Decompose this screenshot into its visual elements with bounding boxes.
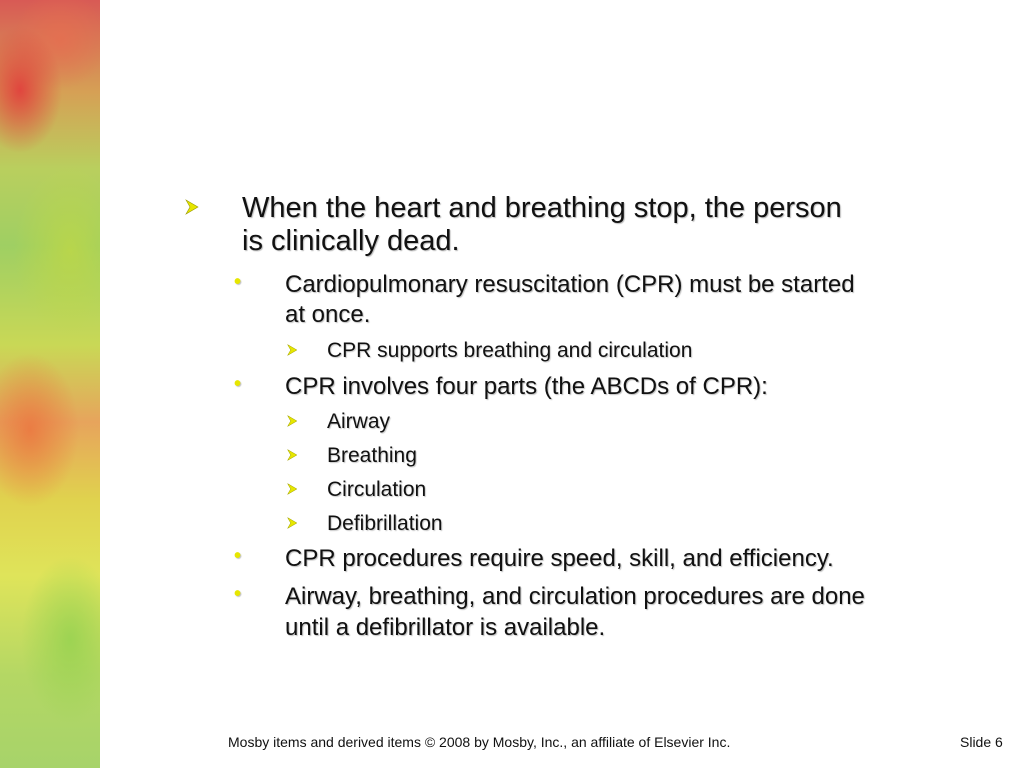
chevron-right-icon [286, 516, 300, 530]
dot-icon: • [234, 271, 242, 293]
chevron-right-icon [286, 414, 300, 428]
bullet-text: Breathing [327, 444, 417, 467]
chevron-right-icon [184, 198, 202, 216]
bullet-text-line1: When the heart and breathing stop, the person [242, 192, 842, 224]
bullet-text-line1: Airway, breathing, and circulation procedures are done [285, 583, 865, 610]
chevron-right-icon [286, 448, 300, 462]
chevron-right-icon [286, 343, 300, 357]
dot-icon: • [234, 583, 242, 605]
bullet-text: CPR supports breathing and circulation [327, 339, 693, 362]
footer-copyright: Mosby items and derived items © 2008 by Mosby, Inc., an affiliate of Elsevier Inc. [228, 734, 731, 750]
bullet-text-line2: at once. [285, 301, 371, 328]
chevron-right-icon [286, 482, 300, 496]
slide-number: Slide 6 [960, 734, 1003, 750]
bullet-text-line2: until a defibrillator is available. [285, 614, 606, 641]
bullet-text: Defibrillation [327, 512, 443, 535]
bullet-text-line2: is clinically dead. [242, 225, 460, 257]
bullet-text: Circulation [327, 478, 427, 501]
dot-icon: • [234, 545, 242, 567]
bullet-text: CPR involves four parts (the ABCDs of CPR): [285, 373, 768, 400]
bullet-text-line1: Cardiopulmonary resuscitation (CPR) must be started [285, 271, 855, 298]
bullet-text: Airway [327, 410, 391, 433]
dot-icon: • [234, 373, 242, 395]
bullet-text: CPR procedures require speed, skill, and efficiency. [285, 545, 834, 572]
